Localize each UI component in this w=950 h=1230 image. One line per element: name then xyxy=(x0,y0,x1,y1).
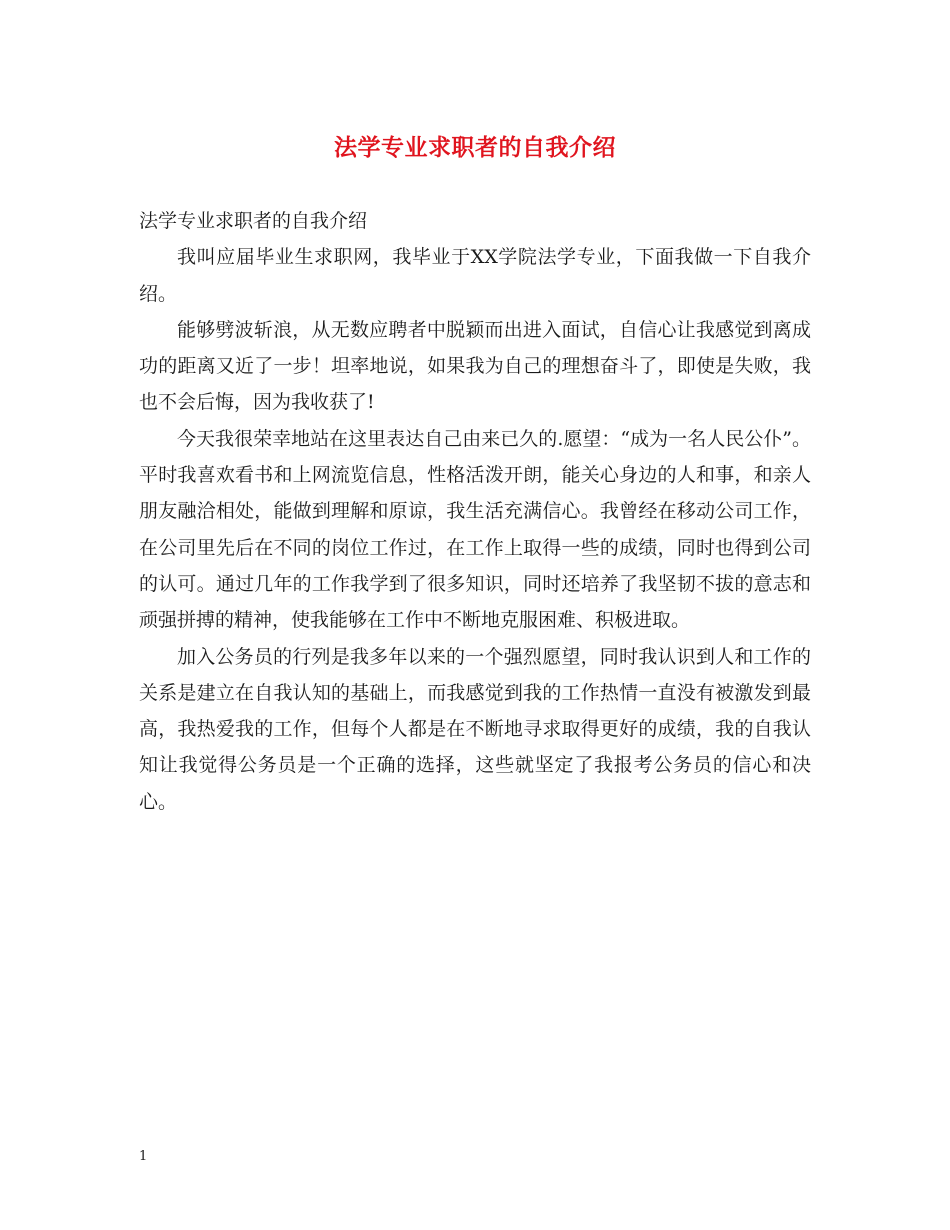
paragraph-4: 加入公务员的行列是我多年以来的一个强烈愿望，同时我认识到人和工作的关系是建立在自我认知的基础上，而我感觉到我的工作热情一直没有被激发到最高，我热爱我的工作，但每个人都是在不断地寻求取得更好的成绩，我的自我认知让我觉得公务员是一个正确的选择，这些就坚定了我报考公务员的信心和决心。 xyxy=(139,645,811,813)
document-subtitle: 法学专业求职者的自我介绍 xyxy=(139,210,368,232)
document-title: 法学专业求职者的自我介绍 xyxy=(334,134,616,161)
paragraph-2: 能够劈波斩浪，从无数应聘者中脱颖而出进入面试，自信心让我感觉到离成功的距离又近了一步！坦率地说，如果我为自己的理想奋斗了，即使是失败，我也不会后悔，因为我收获了! xyxy=(139,318,811,414)
document-body xyxy=(139,203,811,820)
paragraph-1: 我叫应届毕业生求职网，我毕业于XX学院法学专业，下面我做一下自我介绍。 xyxy=(139,246,811,305)
page-number: 1 xyxy=(139,1149,148,1164)
paragraph-3: 今天我很荣幸地站在这里表达自己由来已久的.愿望：“成为一名人民公仆”。平时我喜欢看书和上网流览信息，性格活泼开朗，能关心身边的人和事，和亲人朋友融洽相处，能做到理解和原谅，我生活充满信心。我曾经在移动公司工作，在公司里先后在不同的岗位工作过，在工作上取得一些的成绩，同时也得到公司的认可。通过几年的工作我学到了很多知识，同时还培养了我坚韧不拔的意志和顽强拼搏的精神，使我能够在工作中不断地克服困难、积极进取。 xyxy=(139,427,811,632)
